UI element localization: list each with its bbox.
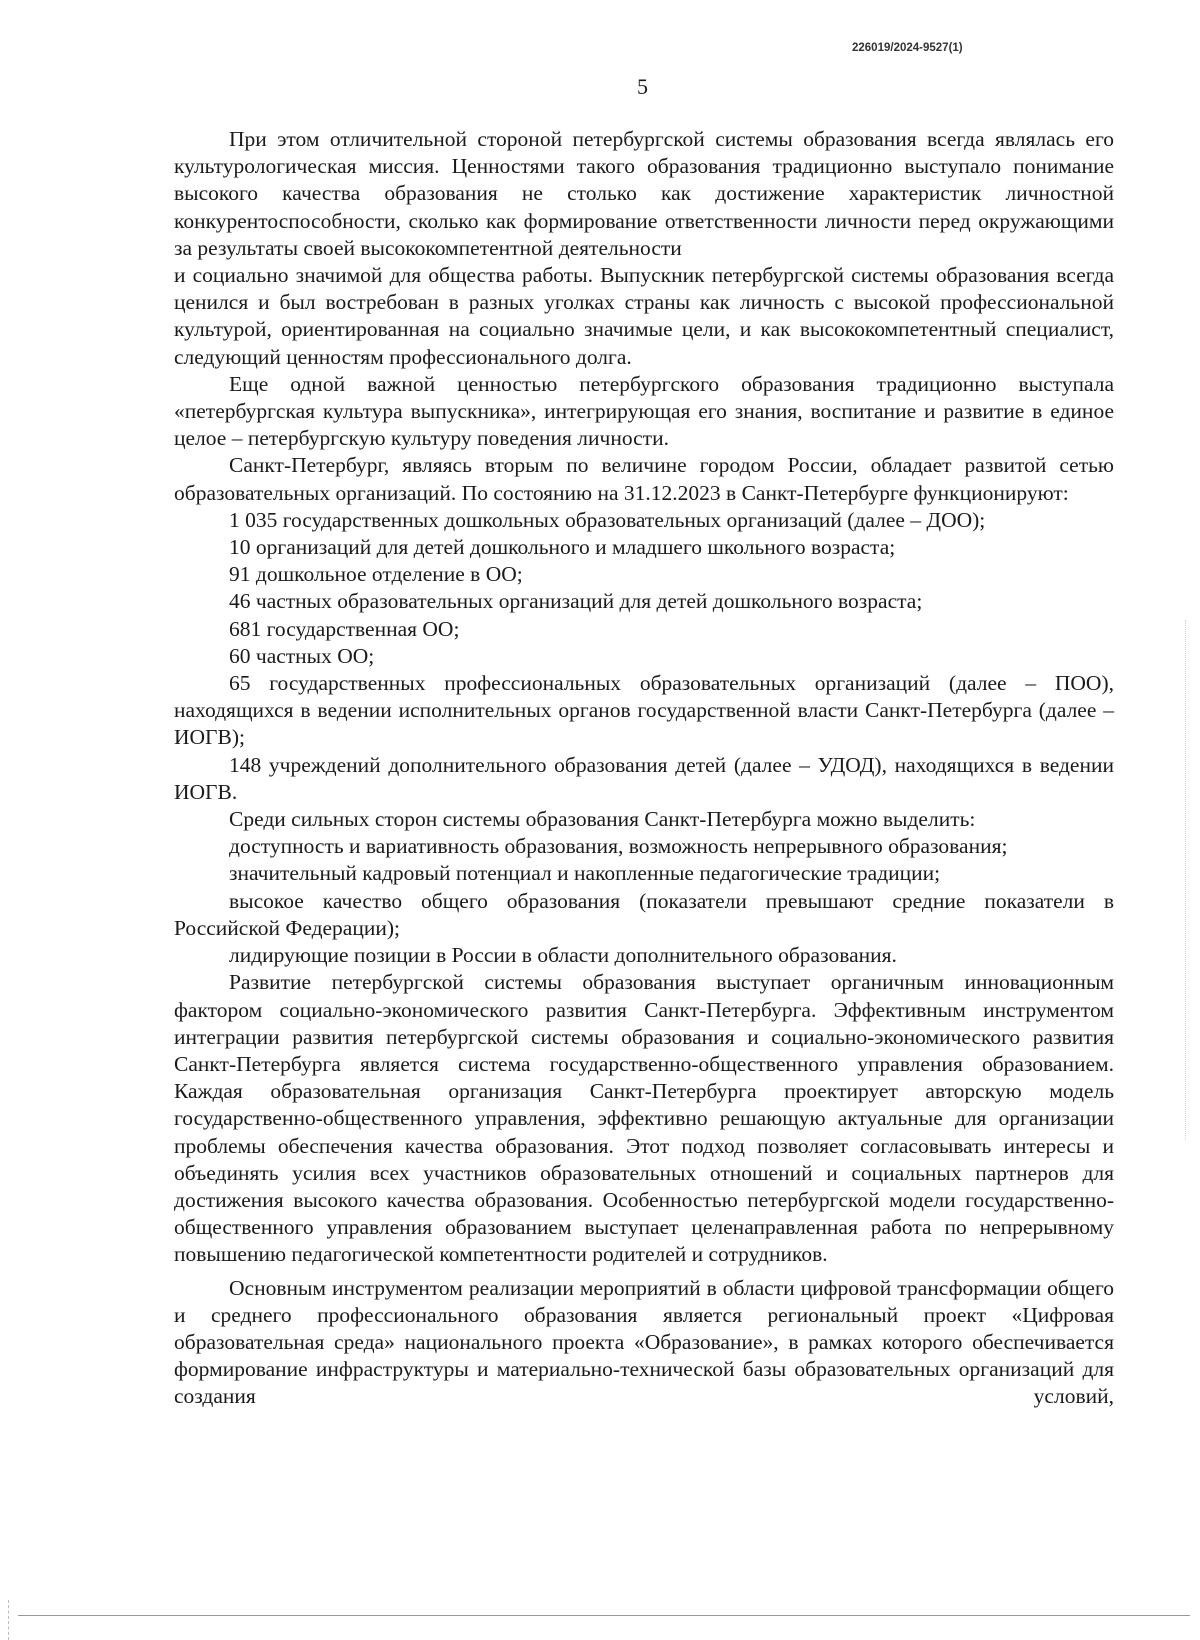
scan-corner-mark bbox=[0, 1600, 9, 1640]
page-number: 5 bbox=[637, 74, 648, 99]
list-item-private-oo: 60 частных ОО; bbox=[229, 643, 375, 668]
scan-bottom-line bbox=[18, 1615, 1190, 1616]
list-item-early-school: 10 организаций для детей дошкольного и младшего школьного возраста; bbox=[229, 535, 896, 560]
list-item-poo: 65 государственных профессиональных образовательных организаций (далее – ПОО), находящихся в ведении исполнительных органов государственной власти Санкт-Петербурга (далее – ИОГВ); bbox=[174, 671, 1114, 750]
paragraph-graduate-culture: Еще одной важной ценностью петербургского образования традиционно выступала «петербургская культура выпускника», интегрирующая его знания, воспитание и развитие в единое целое – петербургскую культуру поведения личности. bbox=[174, 371, 1114, 451]
list-item-private-preschool: 46 частных образовательных организаций для детей дошкольного возраста; bbox=[229, 589, 923, 614]
list-item-state-oo: 681 государственная ОО; bbox=[229, 616, 460, 641]
scan-edge-mark bbox=[1185, 620, 1186, 1140]
document-body bbox=[174, 126, 1114, 1411]
paragraph-cultural-mission: При этом отличительной стороной петербургской системы образования всегда являлась его культурологическая миссия. Ценностями такого образования традиционно выступало понимание высокого качества образования не столько как достижение характеристик личностной конкурентоспособности, сколько как формирование ответственности личности перед окружающими за результаты своей высококомпетентной деятельности bbox=[174, 127, 1114, 260]
list-item-accessibility: доступность и вариативность образования, возможность непрерывного образования; bbox=[229, 834, 1008, 859]
paragraph-strengths-intro: Среди сильных сторон системы образования Санкт-Петербурга можно выделить: bbox=[229, 807, 976, 832]
paragraph-graduate: и социально значимой для общества работы. Выпускник петербургской системы образования всегда ценился и был востребован в разных уголках страны как личность с высокой профессиональной культурой, ориентированная на социально значимые цели, и как высококомпетентный специалист, следующий ценностям профессионального долга. bbox=[174, 263, 1114, 369]
paragraph-network-intro: Санкт-Петербург, являясь вторым по величине городом России, обладает развитой сетью образовательных организаций. По состоянию на 31.12.2023 в Санкт-Петербурге функционируют: bbox=[174, 453, 1114, 505]
list-item-preschool-departments: 91 дошкольное отделение в ОО; bbox=[229, 562, 523, 587]
list-item-staff-potential: значительный кадровый потенциал и накопленные педагогические традиции; bbox=[229, 861, 941, 886]
list-item-leading-positions: лидирующие позиции в России в области дополнительного образования. bbox=[229, 943, 897, 968]
document-number: 226019/2024-9527(1) bbox=[852, 42, 963, 54]
list-item-quality: высокое качество общего образования (показатели превышают средние показатели в Российской Федерации); bbox=[174, 888, 1114, 940]
list-item-udod: 148 учреждений дополнительного образования детей (далее – УДОД), находящихся в ведении ИОГВ. bbox=[174, 752, 1114, 804]
list-item-doo: 1 035 государственных дошкольных образовательных организаций (далее – ДОО); bbox=[229, 507, 986, 532]
paragraph-development: Развитие петербургской системы образования выступает органичным инновационным фактором социально-экономического развития Санкт-Петербурга. Эффективным инструментом интеграции развития петербургской системы образования и социально-экономического развития Санкт-Петербурга является система государственно-общественного управления образованием. Каждая образовательная организация Санкт-Петербурга проектирует авторскую модель государственно-общественного управления, эффективно решающую актуальные для организации проблемы обеспечения качества образования. Этот подход позволяет согласовывать интересы и объединять усилия всех участников образовательных отношений и социальных партнеров для достижения высокого качества образования. Особенностью петербургской модели государственно-общественного управления образованием выступает целенаправленная работа по непрерывному повышению педагогической компетентности родителей и сотрудников. bbox=[174, 970, 1114, 1267]
paragraph-digital-transformation: Основным инструментом реализации мероприятий в области цифровой трансформации общего и среднего профессионального образования является региональный проект «Цифровая образовательная среда» национального проекта «Образование», в рамках которого обеспечивается формирование инфраструктуры и материально-технической базы образовательных организаций для создания условий, bbox=[174, 1275, 1114, 1409]
